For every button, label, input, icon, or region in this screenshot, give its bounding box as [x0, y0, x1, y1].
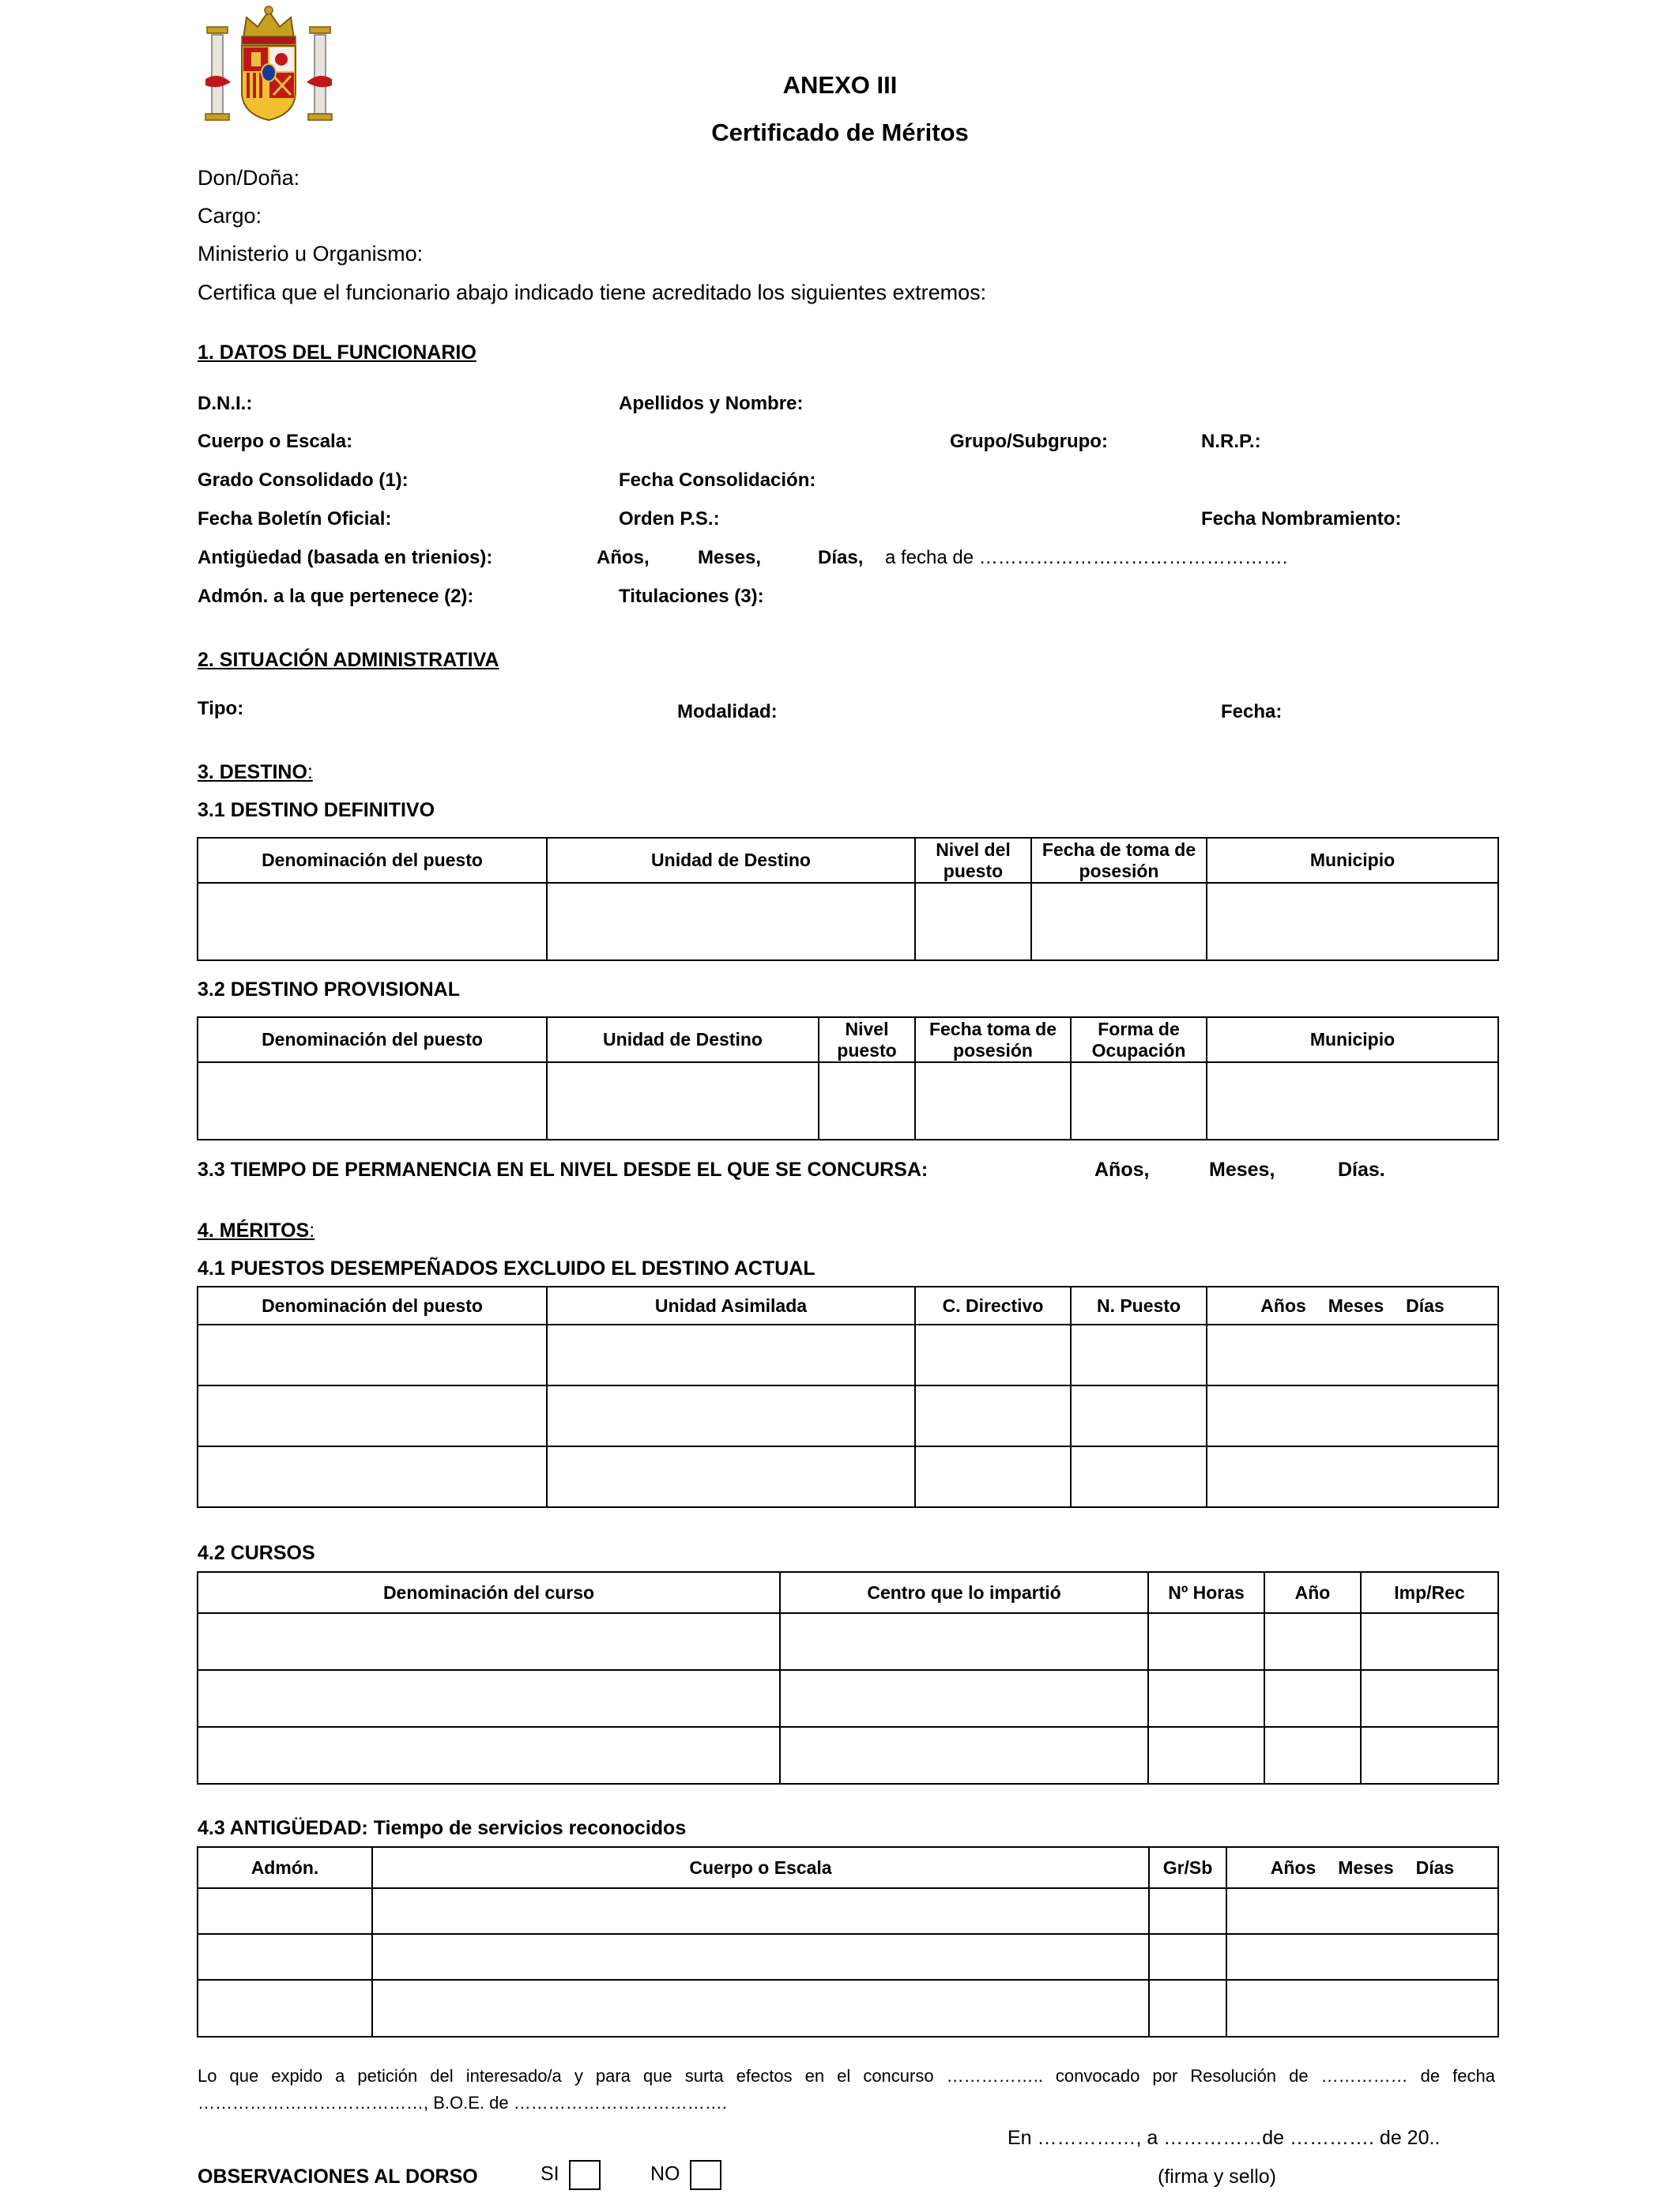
empty-cell[interactable]: [198, 1727, 780, 1784]
column-header: Municipio: [1207, 1017, 1498, 1062]
admon-label: Admón. a la que pertenece (2):: [198, 586, 474, 607]
grado-label: Grado Consolidado (1):: [198, 469, 409, 491]
column-header: Admón.: [198, 1847, 372, 1888]
antiguedad-table: [197, 1846, 1499, 2038]
column-header-time: Años Meses Días: [1207, 1287, 1498, 1325]
table-row: [198, 1446, 1498, 1507]
empty-cell[interactable]: [198, 1062, 547, 1140]
empty-cell[interactable]: [372, 1888, 1149, 1934]
no-label: NO: [650, 2162, 680, 2185]
table-row: [198, 1980, 1498, 2037]
empty-cell[interactable]: [1149, 1980, 1226, 2037]
empty-cell[interactable]: [915, 1385, 1071, 1446]
empty-cell[interactable]: [198, 1980, 372, 2037]
empty-cell[interactable]: [1361, 1670, 1498, 1727]
empty-cell[interactable]: [1071, 1062, 1207, 1140]
empty-cell[interactable]: [1149, 1934, 1226, 1980]
column-header: Nº Horas: [1148, 1572, 1264, 1613]
section-2-heading: 2. SITUACIÓN ADMINISTRATIVA: [198, 649, 499, 671]
empty-cell[interactable]: [1207, 1325, 1498, 1385]
empty-cell[interactable]: [1071, 1385, 1207, 1446]
table-row: [198, 1934, 1498, 1980]
permanencia-dias: Días.: [1338, 1159, 1385, 1181]
empty-cell[interactable]: [198, 1888, 372, 1934]
empty-cell[interactable]: [1207, 1446, 1498, 1507]
fecha-boletin-label: Fecha Boletín Oficial:: [198, 508, 392, 530]
expido-text-line2: …………………………………, B.O.E. de ……………………………….: [198, 2093, 727, 2113]
column-header-time: Años Meses Días: [1226, 1847, 1498, 1888]
table-row: [198, 1325, 1498, 1385]
column-header: Imp/Rec: [1361, 1572, 1498, 1613]
empty-cell[interactable]: [1361, 1727, 1498, 1784]
section-1-heading: 1. DATOS DEL FUNCIONARIO: [198, 341, 477, 364]
expido-text-line1: Lo que expido a petición del interesado/a y para que surta efectos en el concurso …………….. convocado por Resolución de …………… de fecha: [198, 2066, 1495, 2086]
section-4-heading: 4. MÉRITOS:: [198, 1220, 315, 1242]
fecha-consolidacion-label: Fecha Consolidación:: [619, 469, 816, 491]
dni-label: D.N.I.:: [198, 393, 253, 414]
antiguedad-label: Antigüedad (basada en trienios):: [198, 547, 493, 568]
empty-cell[interactable]: [780, 1670, 1148, 1727]
ministerio-label: Ministerio u Organismo:: [198, 242, 424, 266]
tipo-label: Tipo:: [198, 698, 244, 719]
fecha-label: Fecha:: [1221, 701, 1283, 722]
empty-cell[interactable]: [547, 1385, 915, 1446]
column-header: Municipio: [1207, 838, 1498, 883]
empty-cell[interactable]: [547, 883, 915, 960]
column-header: Unidad de Destino: [547, 838, 915, 883]
empty-cell[interactable]: [1361, 1613, 1498, 1670]
empty-cell[interactable]: [198, 883, 547, 960]
permanencia-anos: Años,: [1094, 1159, 1150, 1181]
cuerpo-label: Cuerpo o Escala:: [198, 431, 353, 452]
grupo-label: Grupo/Subgrupo:: [950, 431, 1108, 452]
cargo-label: Cargo:: [198, 204, 262, 228]
empty-cell[interactable]: [547, 1062, 819, 1140]
empty-cell[interactable]: [780, 1727, 1148, 1784]
observaciones-no: [650, 2160, 721, 2190]
antiguedad-meses: Meses,: [698, 547, 762, 568]
table-row: [198, 1888, 1498, 1934]
certifica-text: Certifica que el funcionario abajo indicado tiene acreditado los siguientes extremos:: [198, 281, 987, 304]
empty-cell[interactable]: [1264, 1727, 1361, 1784]
table-row: [198, 1613, 1498, 1670]
empty-cell[interactable]: [1264, 1613, 1361, 1670]
empty-cell[interactable]: [198, 1934, 372, 1980]
orden-ps-label: Orden P.S.:: [619, 508, 720, 530]
empty-cell[interactable]: [780, 1613, 1148, 1670]
destino-definitivo-table: [197, 837, 1499, 961]
en-fecha-line: En ……………, a ……………de …………. de 20..: [1008, 2127, 1441, 2149]
column-header: Nivel del puesto: [915, 838, 1031, 883]
modalidad-label: Modalidad:: [677, 701, 778, 722]
column-header: N. Puesto: [1071, 1287, 1207, 1325]
empty-cell[interactable]: [819, 1062, 915, 1140]
nrp-label: N.R.P.:: [1201, 431, 1261, 452]
table-row: [198, 1670, 1498, 1727]
empty-cell[interactable]: [1226, 1980, 1498, 2037]
column-header: Fecha de toma de posesión: [1031, 838, 1207, 883]
empty-cell[interactable]: [1207, 1062, 1498, 1140]
cursos-table: [197, 1571, 1499, 1785]
observaciones-si: [541, 2160, 601, 2190]
coat-of-arms-emblem: [202, 3, 335, 126]
permanencia-meses: Meses,: [1209, 1159, 1275, 1181]
empty-cell[interactable]: [1071, 1446, 1207, 1507]
table-row: [198, 883, 1498, 960]
column-header: Fecha toma de posesión: [915, 1017, 1071, 1062]
apellidos-label: Apellidos y Nombre:: [619, 393, 804, 414]
annex-title: ANEXO III: [782, 71, 898, 99]
si-checkbox[interactable]: [569, 2160, 601, 2190]
empty-cell[interactable]: [198, 1670, 780, 1727]
puestos-desempenados-table: [197, 1286, 1499, 1508]
empty-cell[interactable]: [198, 1613, 780, 1670]
destino-provisional-table: [197, 1016, 1499, 1140]
antiguedad-heading: 4.3 ANTIGÜEDAD: Tiempo de servicios reconocidos: [198, 1817, 687, 1839]
a-fecha-de-text: a fecha de ………………………………………….: [885, 547, 1288, 568]
empty-cell[interactable]: [1148, 1727, 1264, 1784]
table-row: [198, 1062, 1498, 1140]
destino-provisional-heading: 3.2 DESTINO PROVISIONAL: [198, 978, 461, 1001]
column-header: Centro que lo impartió: [780, 1572, 1148, 1613]
empty-cell[interactable]: [372, 1980, 1149, 2037]
empty-cell[interactable]: [915, 1062, 1071, 1140]
column-header: Unidad de Destino: [547, 1017, 819, 1062]
column-header: Cuerpo o Escala: [372, 1847, 1149, 1888]
empty-cell[interactable]: [915, 883, 1031, 960]
empty-cell[interactable]: [547, 1446, 915, 1507]
puestos-desempenados-heading: 4.1 PUESTOS DESEMPEÑADOS EXCLUIDO EL DESTINO ACTUAL: [198, 1257, 816, 1280]
column-header: Año: [1264, 1572, 1361, 1613]
fecha-nombramiento-label: Fecha Nombramiento:: [1201, 508, 1402, 530]
column-header: C. Directivo: [915, 1287, 1071, 1325]
column-header: Denominación del puesto: [198, 838, 547, 883]
don-dona-label: Don/Doña:: [198, 166, 300, 190]
empty-cell[interactable]: [915, 1325, 1071, 1385]
empty-cell[interactable]: [1207, 883, 1498, 960]
column-header: Denominación del puesto: [198, 1017, 547, 1062]
no-checkbox[interactable]: [690, 2160, 721, 2190]
empty-cell[interactable]: [1031, 883, 1207, 960]
titulaciones-label: Titulaciones (3):: [619, 586, 764, 607]
empty-cell[interactable]: [547, 1325, 915, 1385]
antiguedad-dias: Días,: [818, 547, 864, 568]
empty-cell[interactable]: [1226, 1888, 1498, 1934]
column-header: Gr/Sb: [1149, 1847, 1226, 1888]
antiguedad-anos: Años,: [597, 547, 650, 568]
empty-cell[interactable]: [198, 1385, 547, 1446]
si-label: SI: [541, 2162, 559, 2185]
document-title: Certificado de Méritos: [711, 119, 969, 146]
empty-cell[interactable]: [1148, 1613, 1264, 1670]
empty-cell[interactable]: [1226, 1934, 1498, 1980]
empty-cell[interactable]: [915, 1446, 1071, 1507]
tiempo-permanencia-label: 3.3 TIEMPO DE PERMANENCIA EN EL NIVEL DESDE EL QUE SE CONCURSA:: [198, 1159, 929, 1181]
empty-cell[interactable]: [372, 1934, 1149, 1980]
empty-cell[interactable]: [198, 1446, 547, 1507]
column-header: Denominación del puesto: [198, 1287, 547, 1325]
column-header: Nivel puesto: [819, 1017, 915, 1062]
table-row: [198, 1727, 1498, 1784]
observaciones-label: OBSERVACIONES AL DORSO: [198, 2166, 478, 2188]
firma-sello-label: (firma y sello): [1158, 2166, 1277, 2188]
cursos-heading: 4.2 CURSOS: [198, 1542, 315, 1564]
empty-cell[interactable]: [198, 1325, 547, 1385]
empty-cell[interactable]: [1207, 1385, 1498, 1446]
table-row: [198, 1385, 1498, 1446]
empty-cell[interactable]: [1149, 1888, 1226, 1934]
empty-cell[interactable]: [1071, 1325, 1207, 1385]
destino-definitivo-heading: 3.1 DESTINO DEFINITIVO: [198, 799, 435, 821]
section-3-heading: 3. DESTINO:: [198, 761, 313, 783]
column-header: Denominación del curso: [198, 1572, 780, 1613]
empty-cell[interactable]: [1264, 1670, 1361, 1727]
empty-cell[interactable]: [1148, 1670, 1264, 1727]
column-header: Forma de Ocupación: [1071, 1017, 1207, 1062]
column-header: Unidad Asimilada: [547, 1287, 915, 1325]
